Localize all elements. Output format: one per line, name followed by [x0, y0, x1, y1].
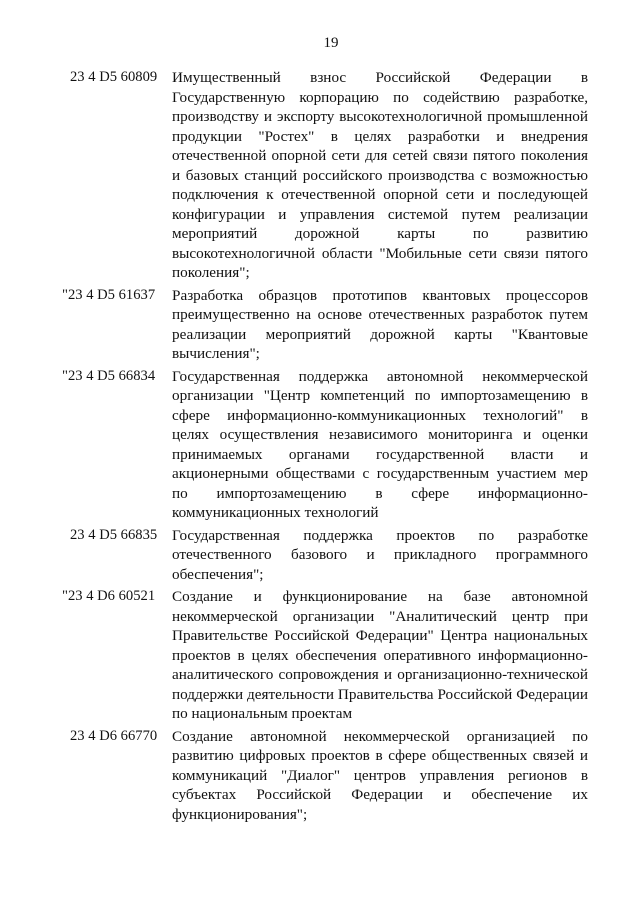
entry-description: Государственная поддержка проектов по разработке отечественного базового и прикладного программного обеспечения";: [172, 526, 588, 583]
entry-description: Имущественный взнос Российской Федерации в Государственную корпорацию по содействию разработке, производству и экспорту высокотехнологичной промышленной продукции "Ростех" в целях разработки и внедрения отечественной опорной сети для сетей связи пятого поколения и базовых станций российского производства с возможностью подключения к отечественной опорной сети и последующей конфигурации и управления системой путем реализации мероприятий дорожной карты по развитию высокотехнологичной области "Мобильные сети связи пятого поколения";: [172, 69, 588, 281]
entry-code: "23 4 D6 60521: [62, 588, 156, 604]
entry-list: [62, 68, 588, 824]
entry-code: 23 4 D6 66770: [70, 727, 158, 744]
entry-item: [62, 727, 588, 825]
entry-code: "23 4 D5 61637: [62, 286, 156, 303]
entry-item: [62, 587, 588, 724]
entry-item: [62, 286, 588, 364]
entry-code: 23 4 D5 66835: [70, 526, 158, 543]
entry-code: "23 4 D5 66834: [62, 367, 156, 384]
entry-description: Создание автономной некоммерческой организацией по развитию цифровых проектов в сфере общественных связей и коммуникаций "Диалог" центров управления регионов в субъектах Российской Федерации и обеспечение их функционирования";: [172, 727, 588, 823]
entry-description: Создание и функционирование на базе автономной некоммерческой организации "Аналитический центр при Правительстве Российской Федерации" Центра национальных проектов в целях обеспечения оперативного информационно-аналитического сопровождения и организационно-технической поддержки деятельности Правительства Российской Федерации по национальным проектам: [172, 588, 588, 722]
entry-description: Государственная поддержка автономной некоммерческой организации "Центр компетенций по импортозамещению в сфере информационно-коммуникационных технологий" в целях осуществления независимого мониторинга и оценки принимаемых органами государственной власти и акционерными обществами с государственным участием мер по импортозамещению в сфере информационно-коммуникационных технологий: [172, 367, 588, 521]
entry-code: 23 4 D5 60809: [70, 69, 158, 85]
page-number: 19: [323, 35, 339, 51]
entry-description: Разработка образцов прототипов квантовых процессоров преимущественно на основе отечественных разработок путем реализации мероприятий дорожной карты "Квантовые вычисления";: [172, 286, 588, 362]
entry-item: [62, 526, 588, 585]
entry-item: [62, 367, 588, 523]
entry-item: [62, 68, 588, 283]
